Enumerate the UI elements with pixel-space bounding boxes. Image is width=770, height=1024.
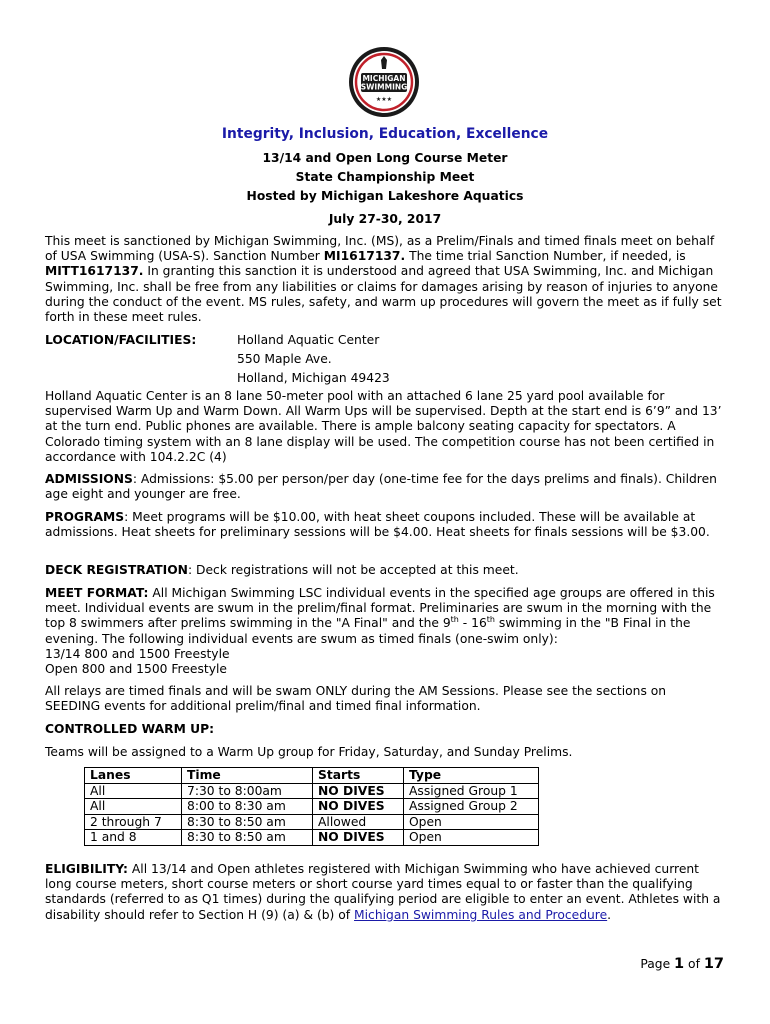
relays-paragraph: All relays are timed finals and will be swam ONLY during the AM Sessions. Please see the sections on SEEDING events for additional prelim/final and timed final information. bbox=[45, 684, 667, 714]
tagline: Integrity, Inclusion, Education, Excellence bbox=[221, 126, 549, 142]
sanction-number: MI1617137. bbox=[323, 249, 406, 264]
meet-dates: July 27-30, 2017 bbox=[328, 212, 442, 226]
warmup-description: Teams will be assigned to a Warm Up group for Friday, Saturday, and Sunday Prelims. bbox=[45, 745, 573, 759]
table-row: All 7:30 to 8:00am NO DIVES Assigned Group 1 bbox=[85, 783, 539, 799]
page-number: Page 1 of 17 bbox=[640, 956, 724, 972]
svg-text:MICHIGAN: MICHIGAN bbox=[362, 74, 406, 83]
meet-subtitle: State Championship Meet bbox=[295, 170, 475, 184]
svg-text:★★★: ★★★ bbox=[375, 96, 393, 103]
michigan-swimming-logo bbox=[348, 46, 420, 118]
location-section bbox=[45, 333, 725, 390]
meet-format-section: MEET FORMAT: All Michigan Swimming LSC individual events in the specified age groups are offered in this meet. Individual events are swum in the prelim/final format. Preliminaries are swum in the morning with the top 8 swimmers after prelims swimming in the "A Final" and the 9th - 16th swimming in the "B Final in the evening. The following individual events are swum as timed finals (one-swim only): 13/14 800 and 1500 Freestyle Open 800 and 1500 Freestyle bbox=[45, 586, 715, 677]
table-row: All 8:00 to 8:30 am NO DIVES Assigned Group 2 bbox=[85, 799, 539, 815]
time-trial-sanction-number: MITT1617137. bbox=[45, 264, 144, 279]
svg-text:SWIMMING: SWIMMING bbox=[360, 82, 408, 92]
programs-section: PROGRAMS: Meet programs will be $10.00, with heat sheet coupons included. These will be available at admissions. Heat sheets for preliminary sessions will be $4.00. Heat sheets for finals sessions will be $3.00. bbox=[45, 510, 710, 540]
facility-description: Holland Aquatic Center is an 8 lane 50-meter pool with an attached 6 lane 25 yard pool available for supervised Warm Up and Warm Down. All Warm Ups will be supervised. Depth at the start end is 6’9” and 13’ at the turn end. Public phones are available. There is ample balcony seating capacity for spectators. A Colorado timing system with an 8 lane display will be used. The competition course has not been certified in accordance with 104.2.2C (4) bbox=[45, 389, 722, 464]
deck-registration-section: DECK REGISTRATION: Deck registrations will not be accepted at this meet. bbox=[45, 563, 519, 577]
location-label: LOCATION/FACILITIES: bbox=[45, 333, 197, 347]
meet-host: Hosted by Michigan Lakeshore Aquatics bbox=[246, 189, 524, 203]
table-row: 1 and 8 8:30 to 8:50 am NO DIVES Open bbox=[85, 830, 539, 846]
admissions-section: ADMISSIONS: Admissions: $5.00 per person/per day (one-time fee for the days prelims and finals). Children age eight and younger are free. bbox=[45, 472, 717, 502]
eligibility-section: ELIGIBILITY: All 13/14 and Open athletes registered with Michigan Swimming who have achieved current long course meters, short course meters or short course yard times equal to or faster than the qualifying standards (referred to as Q1 times) during the qualifying period are eligible to enter an event. Athletes with a disability should refer to Section H (9) (a) & (b) of Michigan Swimming Rules and Procedure. bbox=[45, 862, 721, 922]
rules-procedure-link[interactable]: Michigan Swimming Rules and Procedure bbox=[354, 907, 608, 922]
table-header-row: Lanes Time Starts Type bbox=[85, 768, 539, 784]
location-address: Holland Aquatic Center 550 Maple Ave. Holland, Michigan 49423 bbox=[237, 333, 390, 385]
sanction-paragraph: This meet is sanctioned by Michigan Swimming, Inc. (MS), as a Prelim/Finals and timed finals meet on behalf of USA Swimming (USA-S). Sanction Number MI1617137. The time trial Sanction Number, if needed, is MITT1617137. In granting this sanction it is understood and agreed that USA Swimming, Inc. and Michigan Swimming, Inc. shall be free from any liabilities or claims for damages arising by reason of injuries to anyone during the conduct of the event. MS rules, safety, and warm up procedures will govern the meet as if fully set forth in these meet rules. bbox=[45, 234, 722, 325]
warmup-heading: CONTROLLED WARM UP: bbox=[45, 722, 215, 736]
table-row: 2 through 7 8:30 to 8:50 am Allowed Open bbox=[85, 814, 539, 830]
meet-title: 13/14 and Open Long Course Meter bbox=[262, 151, 508, 165]
warmup-table bbox=[84, 767, 539, 846]
